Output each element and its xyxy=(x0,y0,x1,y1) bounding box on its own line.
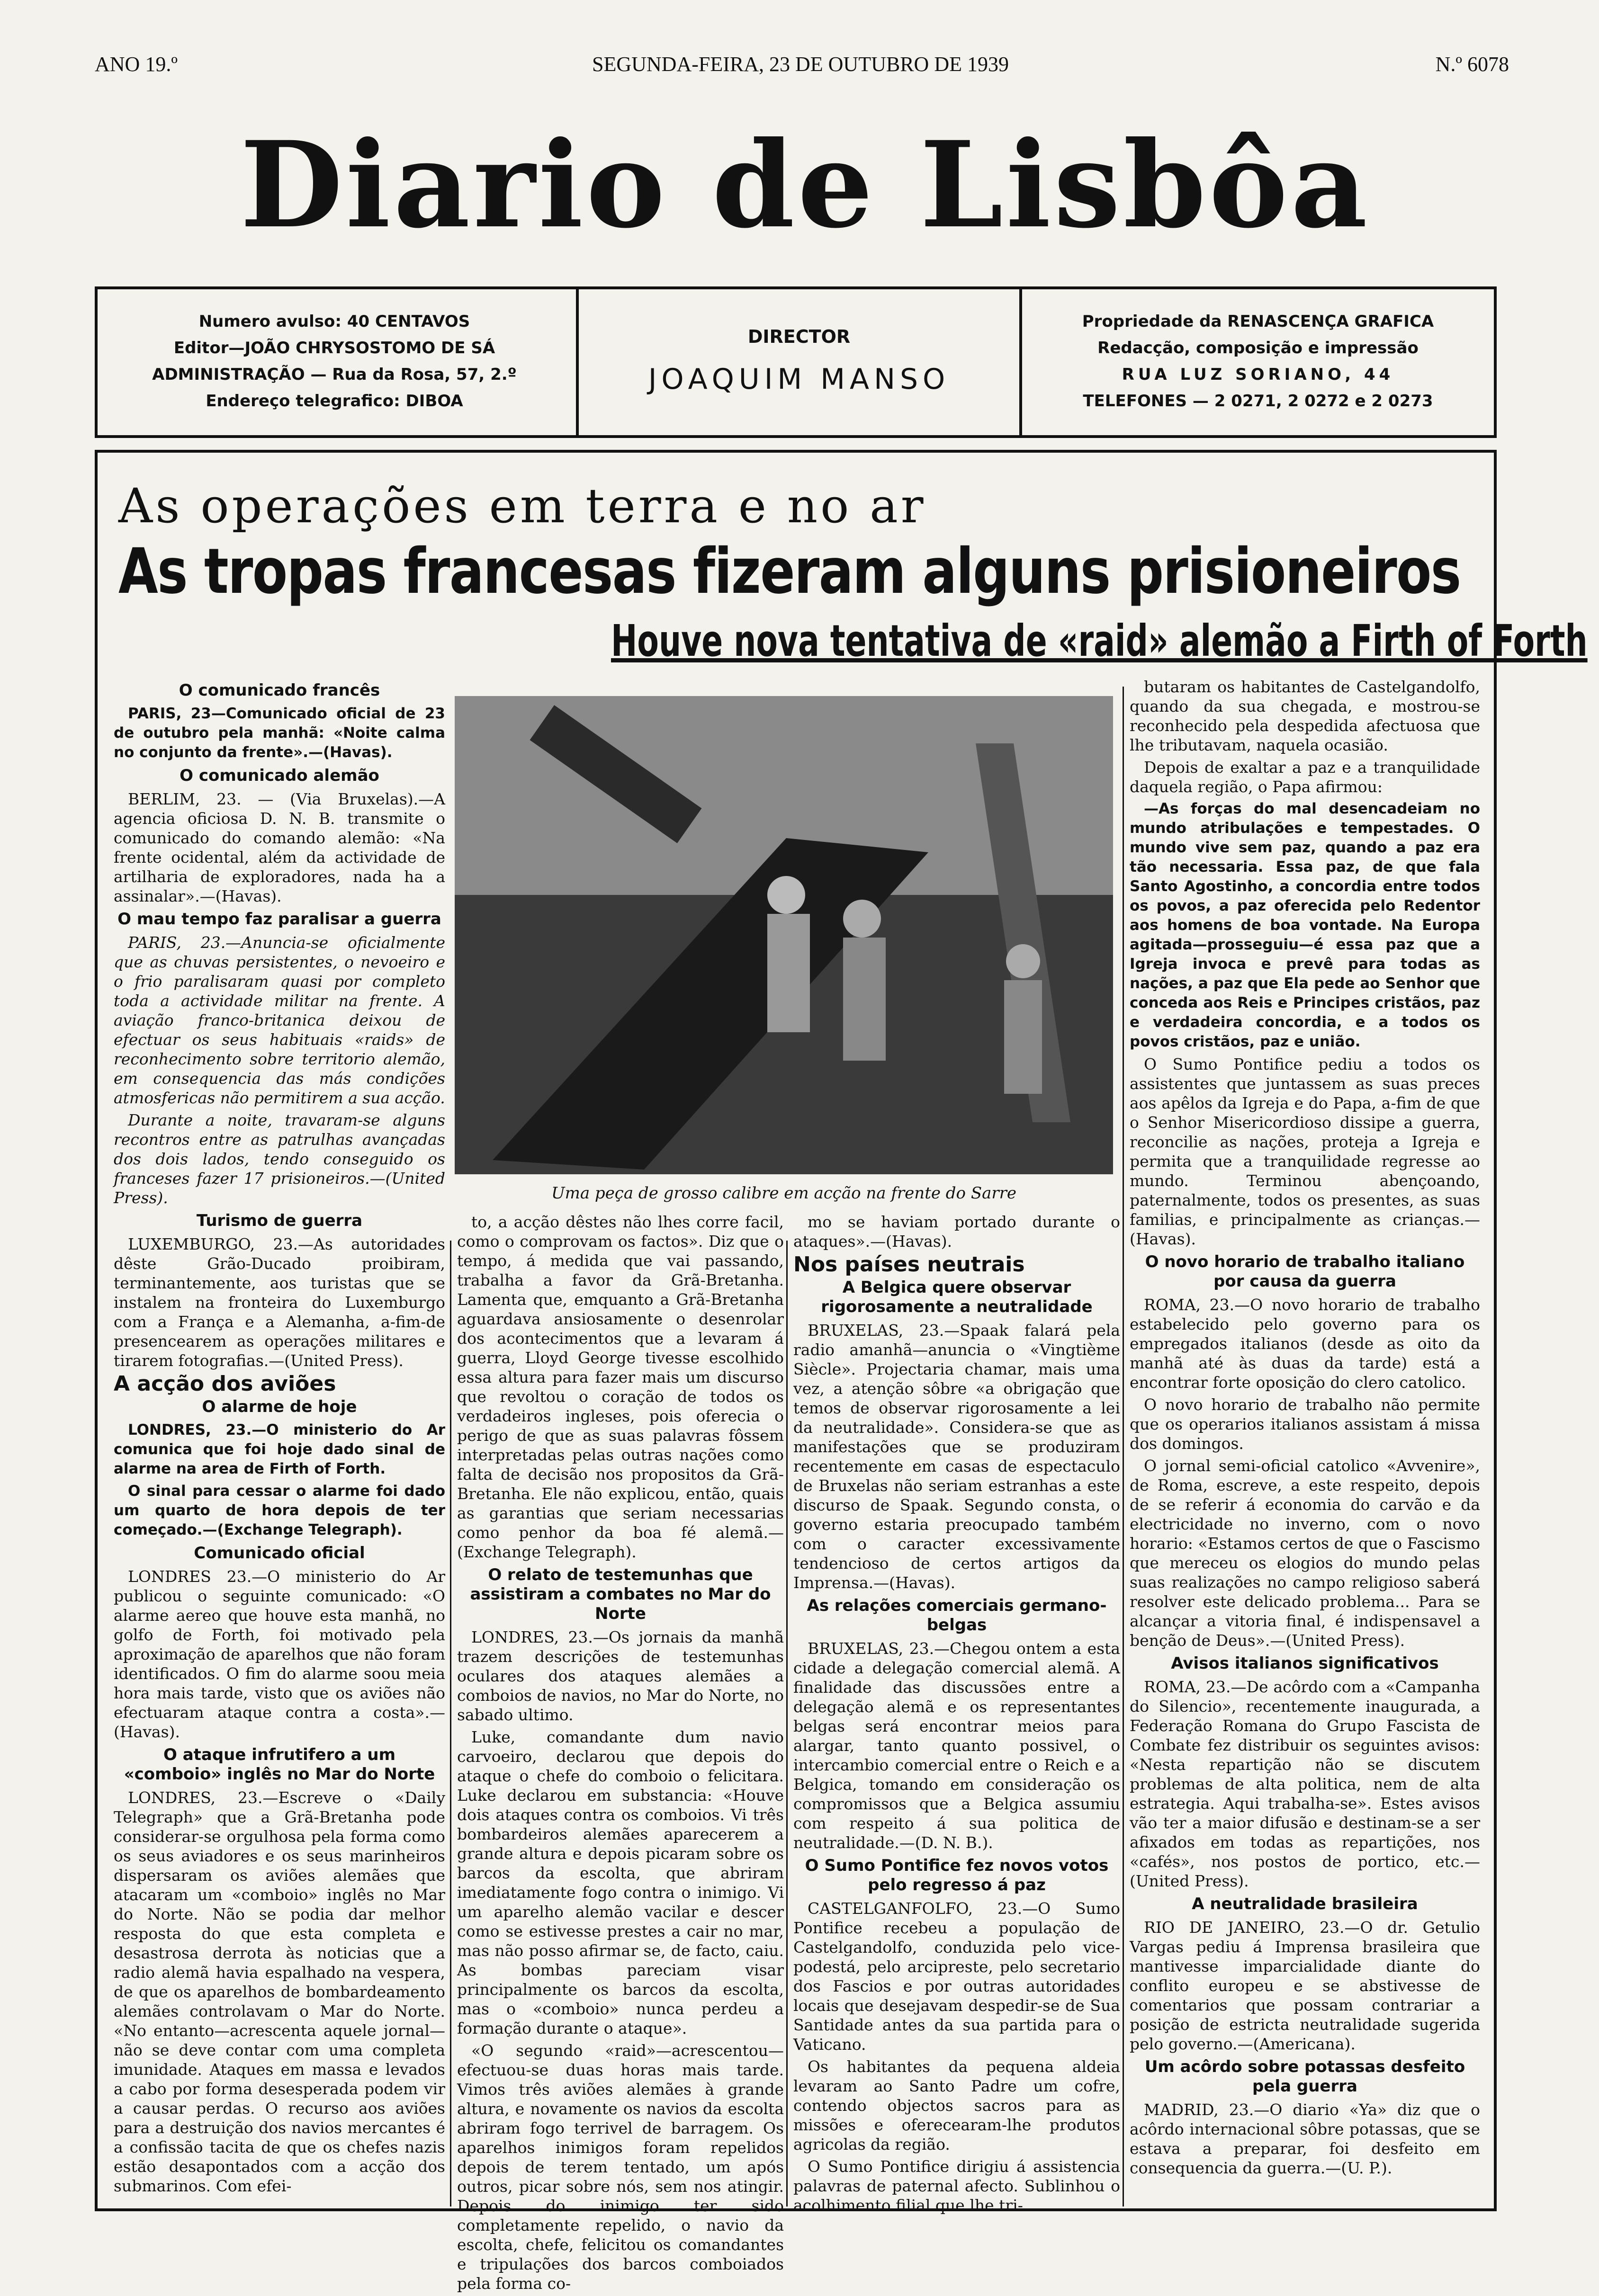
article-text: LUXEMBURGO, 23.—As autoridades dêste Grão-Ducado proibiram, terminantemente, aos turistas que se instalem na fronteira do Luxemburgo com a França e a Alemanha, a-fim-de presencearem as operações militares e tirarem fotografias.—(United Press). xyxy=(114,1235,445,1370)
article-text: Os habitantes da pequena aldeia levaram ao Santo Padre um cofre, contendo objectos sacros para as missões e oferecearam-lhe produtos agricolas da região. xyxy=(793,2057,1120,2153)
section-heading: Turismo de guerra xyxy=(196,1211,363,1230)
issue-date: SEGUNDA-FEIRA, 23 DE OUTUBRO DE 1939 xyxy=(592,53,1009,76)
article-text: LONDRES, 23.—O ministerio do Ar comunica que foi hoje dado sinal de alarme na area de Firth of Forth. xyxy=(114,1421,445,1477)
section-heading: A Belgica quere observar rigorosamente a neutralidade xyxy=(821,1278,1093,1316)
photo-caption: Uma peça de grosso calibre em acção na frente do Sarre xyxy=(551,1184,1017,1203)
section-heading: O novo horario de trabalho italiano por causa da guerra xyxy=(1145,1252,1465,1291)
section-heading: Um acôrdo sobre potassas desfeito pela guerra xyxy=(1144,2057,1465,2096)
article-text: ROMA, 23.—O novo horario de trabalho estabelecido pelo governo para os empregados italianos (desde as oito da manhã até às duas da tarde) está a encontrar forte oposição do clero catolico. xyxy=(1130,1295,1480,1392)
info-line: Endereço telegrafico: DIBOA xyxy=(206,392,463,411)
column-4 xyxy=(1130,677,1480,2180)
article-text: Depois de exaltar a paz e a tranquilidade daquela região, o Papa afirmou: xyxy=(1130,758,1480,796)
column-1 xyxy=(114,677,445,2198)
director-label: DIRECTOR xyxy=(747,326,851,347)
info-line: Editor—JOÃO CHRYSOSTOMO DE SÁ xyxy=(173,339,495,357)
article-text: O novo horario de trabalho não permite que os operarios italianos assistam á missa dos domingos. xyxy=(1130,1395,1480,1453)
publication-info-box xyxy=(95,286,1497,438)
column-rule xyxy=(450,1241,451,2207)
article-text: LONDRES 23.—O ministerio do Ar publicou o seguinte comunicado: «O alarme aereo que houve esta manhã, no golfo de Forth, foi motivado pela aproximação de aparelhos que não foram identificados. O fim do alarme soou meia hora mais tarde, visto que os aviões não efectuaram ataque contra a costa».—(Havas). xyxy=(114,1567,445,1741)
section-heading: A neutralidade brasileira xyxy=(1192,1894,1418,1913)
article-text: butaram os habitantes de Castelgandolfo, quando da sua chegada, e mostrou-se reconhecido pela despedida afectuosa que lhe tributavam, naquela ocasião. xyxy=(1130,678,1480,754)
article-text: —As forças do mal desencadeiam no mundo atribulações e tempestades. O mundo vive sem paz, quando a paz era tão necessaria. Essa paz, de que fala Santo Agostinho, a concordia entre todos os povos, a paz oferecida pelo Redentor aos homens de boa vontade. Na Europa agitada—prosseguiu—é essa paz que a Igreja invoca e prevê para todas as nações, a paz que Ela pede ao Senhor que conceda aos Reis e Principes cristãos, paz e verdadeira concordia, e a todos os povos cristãos, paz e união. xyxy=(1130,800,1480,1050)
article-text: O sinal para cessar o alarme foi dado um quarto de hora depois de ter começado.—(Exchange Telegraph). xyxy=(114,1483,445,1538)
info-line: Redacção, composição e impressão xyxy=(1097,339,1419,357)
headline-kicker: As operações em terra e no ar xyxy=(118,478,926,534)
article-text: Durante a noite, travaram-se alguns recontros entre as patrulhas avançadas dos dois lados, tendo conseguido os franceses fazer 17 prisioneiros.—(United Press). xyxy=(114,1111,445,1207)
article-text: to, a acção dêstes não lhes corre facil, como o comprovam os factos». Diz que o tempo, á medida que vai passando, trabalha a favor da Grã-Bretanha. Lamenta que, emquanto a Grã-Bretanha aguardava ansiosamente o desenrolar dos acontecimentos que a levaram á guerra, Lloyd George tivesse escolhido essa altura para fazer mais um discurso que revoltou o coração de todos os verdadeiros ingleses, pois oferecia o perigo de que as suas palavras fôssem interpretadas pelas outras nações como falta de decisão nos propositos da Grã-Bretanha. Ele não explicou, então, quais as garantias que seriam necessarias como penhor da boa fé alemã.—(Exchange Telegraph). xyxy=(457,1213,784,1561)
newspaper-masthead: Diario de Lisbôa xyxy=(240,115,1371,254)
article-text: LONDRES, 23.—Os jornais da manhã trazem descrições de testemunhas oculares dos ataques alemães a comboios de navios, no Mar do Norte, no sabado ultimo. xyxy=(457,1628,784,1724)
section-heading: O relato de testemunhas que assistiram a combates no Mar do Norte xyxy=(470,1565,771,1623)
article-text: PARIS, 23.—Anuncia-se oficialmente que as chuvas persistentes, o nevoeiro e o frio paralisaram quasi por completo toda a actividade militar na frente. A aviação franco-britanica deixou de efectuar os seus habituais «raids» de reconhecimento sobre territorio alemão, em consequencia das más condições atmosfericas não permitirem a sua acção. xyxy=(114,933,445,1107)
info-line: TELEFONES — 2 0271, 2 0272 e 2 0273 xyxy=(1083,392,1433,411)
section-title: Nos países neutrais xyxy=(793,1252,1025,1277)
info-line: Propriedade da RENASCENÇA GRAFICA xyxy=(1082,312,1434,331)
section-heading: O ataque infrutifero a um «comboio» inglês no Mar do Norte xyxy=(124,1745,435,1784)
article-text: BRUXELAS, 23.—Spaak falará pela radio amanhã—anuncia o «Vingtième Siècle». Projectaria chamar, mais uma vez, a atenção sôbre «a obrigação que temos de observar rigorosamente a lei da neutralidade». Considera-se que as manifestações que se produziram recentemente em casas de espectaculo de Bruxelas não seriam estranhas a este discurso de Spaak. Segundo consta, o governo estaria preocupado também com o caracter excessivamente tendencioso de certos artigos da Imprensa.—(Havas). xyxy=(793,1321,1120,1592)
section-heading: As relações comerciais germano-belgas xyxy=(807,1596,1107,1635)
dateline xyxy=(95,52,1509,85)
director-info xyxy=(576,289,1022,435)
article-text: ROMA, 23.—De acôrdo com a «Campanha do Silencio», recentemente inaugurada, a Federação Romana do Grupo Fascista de Combate fez distribuir os seguintes avisos: «Nesta repartição não se discutem problemas de alta politica, nem de alta estrategia. Aqui trabalha-se». Estes avisos vão ter a maior difusão e destinam-se a ser afixados em todas as repartições, nos «cafés», nos postos de portico, etc.—(United Press). xyxy=(1130,1678,1480,1890)
volume-number: ANO 19.º xyxy=(95,53,178,76)
photo-illustration xyxy=(455,696,1113,1174)
column-2 xyxy=(457,1212,784,2296)
article-text: Luke, comandante dum navio carvoeiro, declarou que depois do ataque o chefe do comboio o felicitara. Luke declarou em substancia: «Houve dois ataques contra os comboios. Vi três bombardeiros alemães aparecerem a grande altura e depois picaram sobre os barcos da escolta, que abriram imediatamente fogo contra o inimigo. Vi um aparelho alemão vacilar e descer como se estivesse prestes a cair no mar, mas não posso afirmar se, de facto, caiu. As bombas pareciam visar principalmente os barcos da escolta, mas o «comboio» nunca perdeu a formação durante o ataque». xyxy=(457,1728,784,2037)
section-heading: Avisos italianos significativos xyxy=(1171,1654,1439,1673)
section-heading: Comunicado oficial xyxy=(194,1544,365,1563)
article-text: PARIS, 23—Comunicado oficial de 23 de outubro pela manhã: «Noite calma no conjunto da frente».—(Havas). xyxy=(114,705,445,761)
column-rule xyxy=(1123,687,1124,2207)
section-heading: O mau tempo faz paralisar a guerra xyxy=(117,910,441,929)
sub-headline: Houve nova tentativa de «raid» alemão a Firth of Forth xyxy=(611,616,1588,666)
article-text: RIO DE JANEIRO, 23.—O dr. Getulio Vargas pediu á Imprensa brasileira que mantivesse imparcialidade diante do conflito europeu e se abstivesse de comentarios que possam contrariar a posição de estricta neutralidade sugerida pelo governo.—(Americana). xyxy=(1130,1918,1480,2053)
article-text: mo se haviam portado durante o ataques».—(Havas). xyxy=(793,1213,1120,1251)
article-text: BRUXELAS, 23.—Chegou ontem a esta cidade a delegação comercial alemã. A finalidade das discussões entre a delegação alemã e os representantes belgas será encontrar meios para alargar, tanto quanto possivel, o intercambio comercial entre o Reich e a Belgica, tomando em consideração os compromissos que a Belgica assumiu com respeito á sua politica de neutralidade.—(D. N. B.). xyxy=(793,1639,1120,1852)
article-text: MADRID, 23.—O diario «Ya» diz que o acôrdo internacional sôbre potassas, que se estava a preparar, foi desfeito em consequencia da guerra.—(U. P.). xyxy=(1130,2100,1480,2177)
director-name: JOAQUIM MANSO xyxy=(648,363,950,396)
column-3 xyxy=(793,1212,1120,2218)
column-rule xyxy=(786,1241,788,2207)
section-title: A acção dos aviões xyxy=(114,1372,336,1396)
section-heading: O Sumo Pontifice fez novos votos pelo regresso á paz xyxy=(805,1856,1109,1894)
article-text: LONDRES, 23.—Escreve o «Daily Telegraph» que a Grã-Bretanha pode considerar-se orgulhosa pela forma como os seus aviadores e os seus marinheiros dispersaram os aviões alemães que atacaram um «comboio» inglês no Mar do Norte. Não se podia dar melhor resposta do que esta completa e desastrosa derrota às noticias que a radio alemã havia espalhado na vespera, de que os aparelhos de bombardeamento alemães controlavam o Mar do Norte. «No entanto—acrescenta aquele jornal—não se deve contar com uma completa imunidade. Ataques em massa e levados a cabo por forma desesperada podem vir a causar perdas. O recurso aos aviões para a destruição dos navios mercantes é a confissão tacita de que os chefes nazis estão desapontados com a acção dos submarinos. Com efei- xyxy=(114,1788,445,2195)
price-editor-info xyxy=(98,289,571,435)
article-text: O jornal semi-oficial catolico «Avvenire», de Roma, escreve, a este respeito, depois de se referir á economia do carvão e da electricidade no inverno, com o novo horario: «Estamos certos de que o Fascismo que mereceu os elogios do mundo pelas suas realizações no campo religioso saberá resolver este delicado problema... Para se alcançar a vitoria final, é indispensavel a benção de Deus».—(United Press). xyxy=(1130,1456,1480,1650)
ownership-info xyxy=(1021,289,1495,435)
article-text: BERLIM, 23. — (Via Bruxelas).—A agencia oficiosa D. N. B. transmite o comunicado do comando alemão: «Na frente ocidental, além da actividade de artilharia de exploradores, nada ha a assinalar».—(Havas). xyxy=(114,790,445,905)
section-heading: O alarme de hoje xyxy=(202,1397,357,1416)
section-heading: O comunicado francês xyxy=(179,681,380,700)
main-headline: As tropas francesas fizeram alguns prisioneiros xyxy=(118,535,1461,608)
issue-number: N.º 6078 xyxy=(1435,53,1509,76)
info-line: ADMINISTRAÇÃO — Rua da Rosa, 57, 2.º xyxy=(152,365,517,384)
article-text: CASTELGANFOLFO, 23.—O Sumo Pontifice recebeu a população de Castelgandolfo, conduzida pelo vice-podestá, pelo arcipreste, pelo secretario dos Fascios e por outras autoridades locais que desejavam despedir-se de Sua Santidade antes da sua partida para o Vaticano. xyxy=(793,1899,1120,2054)
article-text: «O segundo «raid»—acrescentou—efectuou-se duas horas mais tarde. Vimos três aviões alemães à grande altura, e novamente os navios da escolta abriram fogo terrivel de barragem. Os aparelhos inimigos foram repelidos depois de terem tentado, um após outros, picar sobre nós, sem nos atingir. Depois do inimigo ter sido completamente repelido, o navio da escolta, chefe, felicitou os comandantes e tripulações dos barcos comboiados pela forma co- xyxy=(457,2041,784,2293)
section-heading: O comunicado alemão xyxy=(180,766,379,785)
article-text: O Sumo Pontifice pediu a todos os assistentes que juntassem as suas preces aos apêlos da Igreja e do Papa, a-fim de que o Senhor Misericordioso dissipe a guerra, reconcilie as nações, proteja a Igreja e permita que a tranquilidade regresse ao mundo. Terminou abençoando, paternalmente, todos os presentes, as suas familias, e principalmente as crianças.—(Havas). xyxy=(1130,1055,1480,1248)
article-text: O Sumo Pontifice dirigiu á assistencia palavras de paternal afecto. Sublinhou o acolhimento filial que lhe tri- xyxy=(793,2157,1120,2215)
artillery-photo xyxy=(455,696,1113,1174)
info-line: RUA LUZ SORIANO, 44 xyxy=(1122,365,1394,384)
info-line: Numero avulso: 40 CENTAVOS xyxy=(198,312,470,331)
